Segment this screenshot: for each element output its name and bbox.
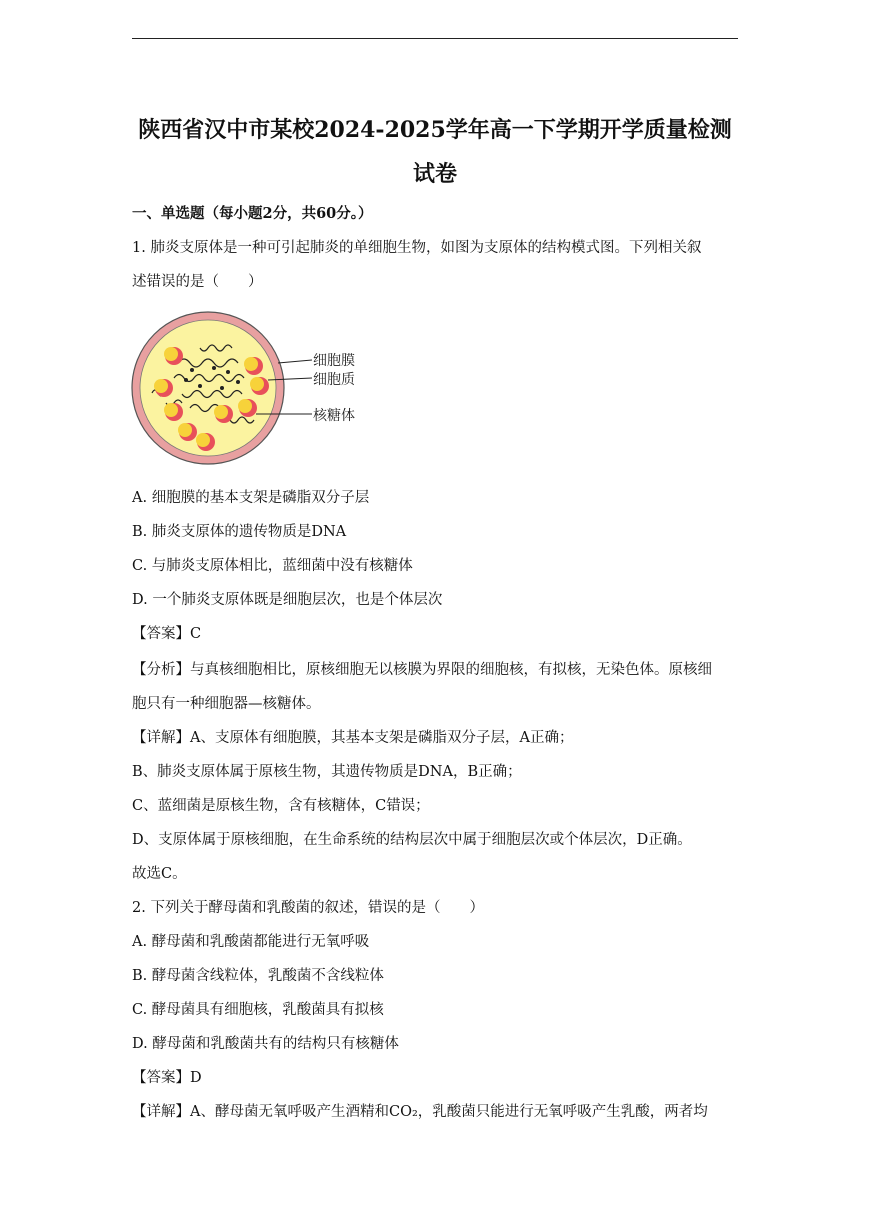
- q1-analysis-line1: 【分析】与真核细胞相比，原核细胞无以核膜为界限的细胞核，有拟核，无染色体。原核细: [132, 662, 712, 678]
- q1-detail-line1: 【详解】A、支原体有细胞膜，其基本支架是磷脂双分子层，A正确；: [132, 730, 574, 746]
- q1-option-c: C. 与肺炎支原体相比，蓝细菌中没有核糖体: [132, 558, 413, 574]
- q1-option-a: A. 细胞膜的基本支架是磷脂双分子层: [132, 490, 370, 506]
- label-cell-membrane: 细胞膜: [313, 353, 355, 369]
- q2-option-b: B. 酵母菌含线粒体，乳酸菌不含线粒体: [132, 968, 384, 984]
- section-heading: 一、单选题（每小题2分，共60分。）: [132, 205, 373, 222]
- document-title-line1: 陕西省汉中市某校2024-2025学年高一下学期开学质量检测: [138, 117, 732, 143]
- label-cytoplasm: 细胞质: [313, 372, 355, 388]
- q1-detail-line2: B、肺炎支原体属于原核生物，其遗传物质是DNA，B正确；: [132, 764, 522, 780]
- q1-detail-line5: 故选C。: [132, 866, 187, 882]
- top-rule: [132, 38, 738, 39]
- q1-option-d: D. 一个肺炎支原体既是细胞层次，也是个体层次: [132, 592, 443, 608]
- q1-answer: 【答案】C: [132, 626, 202, 642]
- label-ribosome: 核糖体: [313, 408, 355, 424]
- q1-detail-line3: C、蓝细菌是原核生物，含有核糖体，C错误；: [132, 798, 430, 814]
- q2-option-d: D. 酵母菌和乳酸菌共有的结构只有核糖体: [132, 1036, 399, 1052]
- q2-option-c: C. 酵母菌具有细胞核，乳酸菌具有拟核: [132, 1002, 384, 1018]
- q1-option-b: B. 肺炎支原体的遗传物质是DNA: [132, 524, 347, 540]
- q2-detail-line1: 【详解】A、酵母菌无氧呼吸产生酒精和CO₂，乳酸菌只能进行无氧呼吸产生乳酸，两者均: [132, 1104, 708, 1120]
- q2-stem: 2. 下列关于酵母菌和乳酸菌的叙述，错误的是（ ）: [132, 900, 484, 916]
- q1-stem-line2: 述错误的是（ ）: [132, 274, 263, 290]
- q2-option-a: A. 酵母菌和乳酸菌都能进行无氧呼吸: [132, 934, 370, 950]
- q2-answer: 【答案】D: [132, 1070, 202, 1086]
- q1-detail-line4: D、支原体属于原核细胞，在生命系统的结构层次中属于细胞层次或个体层次，D正确。: [132, 832, 692, 848]
- mycoplasma-structure-figure: [130, 308, 370, 472]
- q1-analysis-line2: 胞只有一种细胞器—核糖体。: [132, 696, 321, 712]
- document-title-line2: 试卷: [412, 161, 457, 187]
- q1-stem-line1: 1. 肺炎支原体是一种可引起肺炎的单细胞生物，如图为支原体的结构模式图。下列相关叙: [132, 240, 702, 256]
